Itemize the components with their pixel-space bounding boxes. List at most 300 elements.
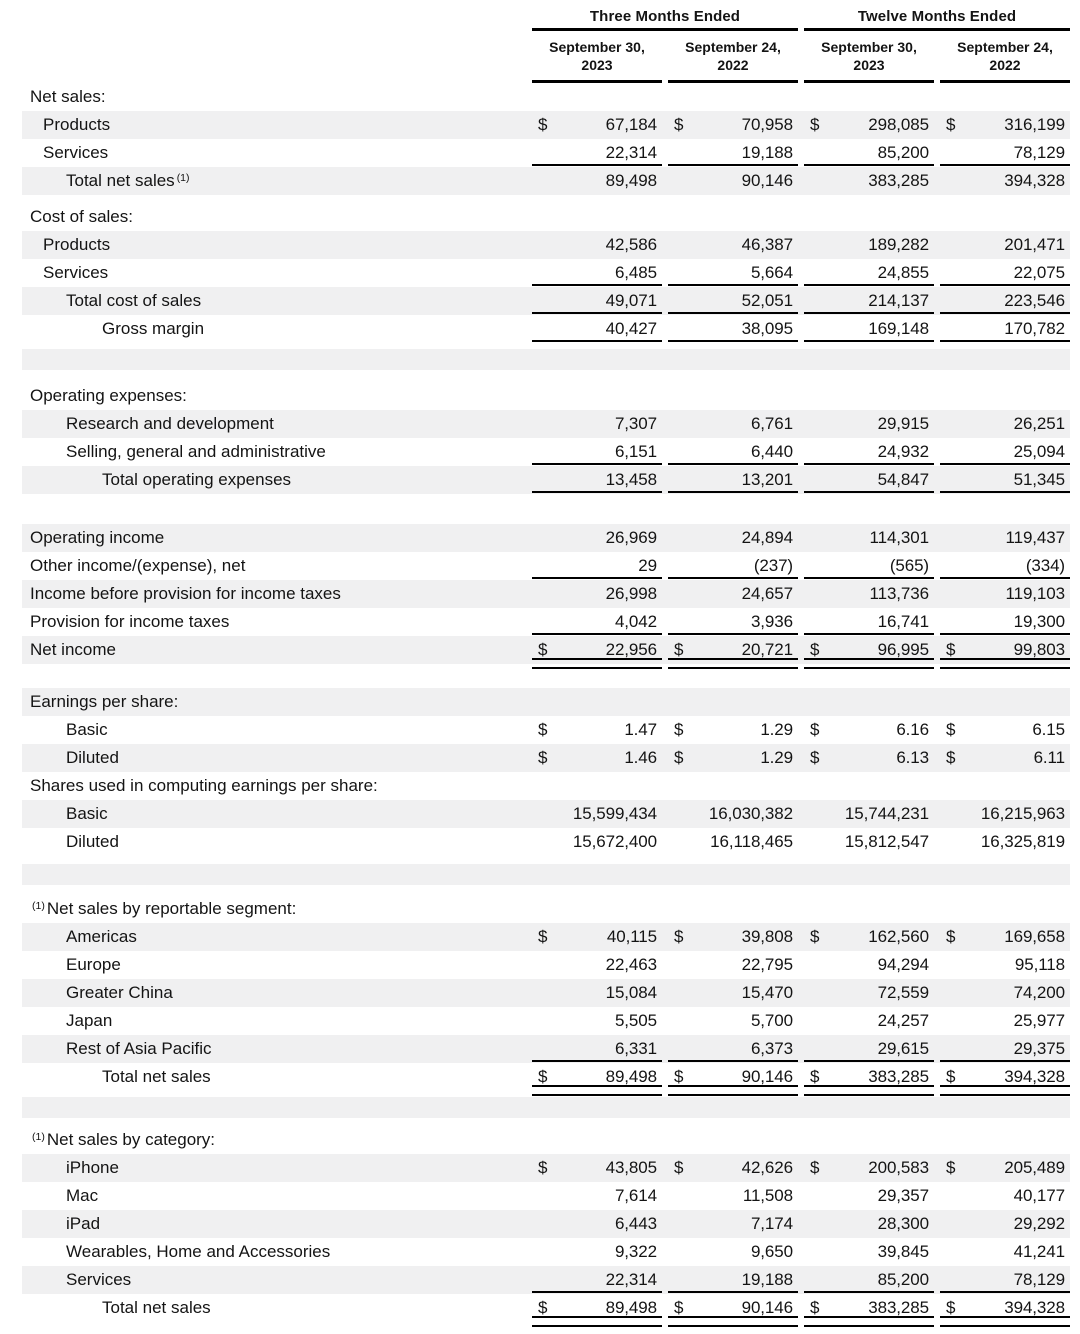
cell-value: 96,995: [877, 640, 929, 659]
cell-fy-2022: [940, 231, 1070, 259]
cell-fy-2023: [804, 1210, 934, 1238]
row-label: [22, 386, 526, 406]
cell-q-2022: [668, 83, 798, 111]
row-label: [22, 1158, 526, 1178]
dollar-sign: $: [946, 1158, 956, 1177]
row-label: [22, 832, 526, 852]
cell-fy-2022: [940, 772, 1070, 800]
cell-q-2022: [668, 524, 798, 552]
cell-q-2022: [668, 438, 798, 466]
column-header-fy-2022: [940, 38, 1070, 83]
cell-value: 29,615: [877, 1039, 929, 1058]
cell-value: 24,855: [877, 263, 929, 282]
row-label: [22, 1011, 526, 1031]
cell-fy-2023: [804, 83, 934, 111]
cell-value: 41,241: [1013, 1242, 1065, 1261]
cell-value: 19,188: [741, 1270, 793, 1289]
cell-q-2022: [668, 1154, 798, 1182]
cell-value: 7,174: [750, 1214, 793, 1233]
cell-value: 316,199: [1004, 115, 1065, 134]
cell-value: 1.47: [624, 720, 657, 739]
cell-fy-2023: [804, 139, 934, 167]
cell-fy-2023: [804, 1266, 934, 1294]
cell-value: 3,936: [750, 612, 793, 631]
cell-q-2022: [668, 608, 798, 636]
cell-value: 6,151: [614, 442, 657, 461]
table-row: [22, 688, 1070, 716]
cell-fy-2022: [940, 111, 1070, 139]
cell-fy-2022: [940, 203, 1070, 231]
cell-value: 214,137: [868, 291, 929, 310]
cell-q-2022: [668, 552, 798, 580]
row-label-text: Products: [43, 115, 111, 134]
row-label: [22, 1214, 526, 1234]
cell-value: (334): [1025, 556, 1065, 575]
cell-value: 15,672,400: [572, 832, 657, 851]
row-label: [22, 1298, 526, 1318]
cell-q-2022: [668, 1182, 798, 1210]
cell-q-2023: [532, 688, 662, 716]
cell-fy-2023: [804, 688, 934, 716]
dollar-sign: $: [674, 720, 684, 739]
cell-q-2023: [532, 895, 662, 923]
table-row: [22, 923, 1070, 951]
cell-fy-2022: [940, 580, 1070, 608]
cell-fy-2023: [804, 315, 934, 343]
cell-fy-2022: [940, 1063, 1070, 1091]
dollar-sign: $: [538, 1158, 548, 1177]
row-label-text: Selling, general and administrative: [66, 442, 326, 461]
row-label-text: Net sales:: [30, 87, 106, 106]
row-label-text: Greater China: [66, 983, 173, 1002]
cell-q-2023: [532, 951, 662, 979]
cell-value: 16,030,382: [708, 804, 793, 823]
cell-value: 7,614: [614, 1186, 657, 1205]
row-label: [22, 528, 526, 548]
table-row: [22, 1035, 1070, 1063]
row-label: [22, 87, 526, 107]
cell-fy-2022: [940, 828, 1070, 856]
dollar-sign: $: [946, 640, 956, 659]
row-label: [22, 1039, 526, 1059]
table-row: [22, 1007, 1070, 1035]
cell-value: 4,042: [614, 612, 657, 631]
row-label-text: Other income/(expense), net: [30, 556, 246, 575]
cell-value: 26,969: [605, 528, 657, 547]
cell-value: 6,331: [614, 1039, 657, 1058]
cell-q-2023: [532, 979, 662, 1007]
dollar-sign: $: [538, 1298, 548, 1317]
table-row: [22, 111, 1070, 139]
row-label: [22, 143, 526, 163]
cell-fy-2023: [804, 772, 934, 800]
table-row: [22, 744, 1070, 772]
cell-q-2023: [532, 139, 662, 167]
cell-q-2023: [532, 287, 662, 315]
dollar-sign: $: [810, 1158, 820, 1177]
cell-value: 6,443: [614, 1214, 657, 1233]
row-label: [22, 291, 526, 311]
cell-value: 6.16: [896, 720, 929, 739]
table-row: [22, 1154, 1070, 1182]
cell-fy-2023: [804, 1182, 934, 1210]
cell-value: 19,300: [1013, 612, 1065, 631]
cell-value: 22,795: [741, 955, 793, 974]
column-header-line1: September 24,: [685, 39, 781, 55]
cell-fy-2022: [940, 800, 1070, 828]
cell-value: 15,812,547: [844, 832, 929, 851]
cell-value: 39,845: [877, 1242, 929, 1261]
row-label-text: Gross margin: [102, 319, 205, 338]
dollar-sign: $: [810, 748, 820, 767]
cell-q-2023: [532, 1210, 662, 1238]
cell-value: 223,546: [1004, 291, 1065, 310]
table-row: [22, 139, 1070, 167]
row-label: [22, 263, 526, 283]
row-label: [22, 748, 526, 768]
column-header-q-2022: [668, 38, 798, 83]
cell-q-2023: [532, 410, 662, 438]
row-label-text: Mac: [66, 1186, 99, 1205]
cell-q-2022: [668, 1266, 798, 1294]
cell-q-2023: [532, 1007, 662, 1035]
column-header-line2: 2022: [989, 57, 1021, 73]
cell-value: 89,498: [605, 171, 657, 190]
cell-value: 85,200: [877, 1270, 929, 1289]
cell-value: 22,075: [1013, 263, 1065, 282]
row-label: [22, 319, 526, 339]
cell-q-2022: [668, 828, 798, 856]
table-row: [22, 1210, 1070, 1238]
table-row: [22, 636, 1070, 664]
cell-q-2023: [532, 552, 662, 580]
dollar-sign: $: [810, 115, 820, 134]
row-label-text: Basic: [66, 720, 108, 739]
cell-value: 26,251: [1013, 414, 1065, 433]
row-label-text: iPhone: [66, 1158, 119, 1177]
row-label-text: Services: [66, 1270, 132, 1289]
cell-value: 9,322: [614, 1242, 657, 1261]
cell-value: 189,282: [868, 235, 929, 254]
dollar-sign: $: [810, 1067, 820, 1086]
table-row: [22, 1182, 1070, 1210]
column-header-line1: September 30,: [821, 39, 917, 55]
dollar-sign: $: [674, 927, 684, 946]
table-row: [22, 772, 1070, 800]
table-row: [22, 438, 1070, 466]
cell-fy-2023: [804, 1294, 934, 1322]
cell-fy-2023: [804, 1126, 934, 1154]
cell-value: 6.15: [1032, 720, 1065, 739]
row-label-text: Rest of Asia Pacific: [66, 1039, 212, 1058]
row-label-text: Basic: [66, 804, 108, 823]
cell-fy-2023: [804, 800, 934, 828]
cell-fy-2022: [940, 1007, 1070, 1035]
row-label-text: Services: [43, 143, 109, 162]
cell-fy-2023: [804, 580, 934, 608]
row-label: [22, 692, 526, 712]
cell-value: 5,700: [750, 1011, 793, 1030]
row-label: [22, 640, 526, 660]
cell-value: 26,998: [605, 584, 657, 603]
cell-value: 29,915: [877, 414, 929, 433]
cell-q-2022: [668, 744, 798, 772]
cell-value: 52,051: [741, 291, 793, 310]
cell-value: 90,146: [741, 1067, 793, 1086]
cell-value: 1.29: [760, 720, 793, 739]
cell-q-2023: [532, 382, 662, 410]
cell-value: 42,586: [605, 235, 657, 254]
dollar-sign: $: [538, 748, 548, 767]
cell-q-2023: [532, 259, 662, 287]
cell-q-2022: [668, 923, 798, 951]
cell-value: 6,761: [750, 414, 793, 433]
spacer-row: [22, 494, 1070, 524]
column-header-line1: September 24,: [957, 39, 1053, 55]
dollar-sign: $: [674, 1067, 684, 1086]
cell-fy-2023: [804, 382, 934, 410]
spacer-row: [22, 856, 1070, 864]
cell-fy-2023: [804, 895, 934, 923]
cell-value: 40,177: [1013, 1186, 1065, 1205]
dollar-sign: $: [946, 748, 956, 767]
cell-value: 24,257: [877, 1011, 929, 1030]
cell-value: 20,721: [741, 640, 793, 659]
cell-value: 15,084: [605, 983, 657, 1002]
cell-value: 15,599,434: [572, 804, 657, 823]
cell-fy-2023: [804, 203, 934, 231]
row-label-text: Earnings per share:: [30, 692, 179, 711]
cell-value: 13,201: [741, 470, 793, 489]
header-label-spacer: [22, 38, 526, 83]
cell-fy-2022: [940, 259, 1070, 287]
cell-value: 16,325,819: [980, 832, 1065, 851]
cell-q-2023: [532, 923, 662, 951]
cell-fy-2023: [804, 1035, 934, 1063]
cell-value: 70,958: [741, 115, 793, 134]
table-header: [22, 8, 1070, 83]
table-row: [22, 524, 1070, 552]
dollar-sign: $: [538, 1067, 548, 1086]
cell-value: 89,498: [605, 1298, 657, 1317]
cell-value: 1.46: [624, 748, 657, 767]
cell-value: 54,847: [877, 470, 929, 489]
row-label-text: Net income: [30, 640, 116, 659]
dollar-sign: $: [946, 927, 956, 946]
footnote-marker-before: (1): [32, 900, 45, 912]
table-row: [22, 552, 1070, 580]
cell-fy-2023: [804, 951, 934, 979]
cell-value: 22,314: [605, 1270, 657, 1289]
dollar-sign: $: [946, 720, 956, 739]
cell-q-2023: [532, 466, 662, 494]
table-row: [22, 828, 1070, 856]
row-label-text: Cost of sales:: [30, 207, 133, 226]
table-row: [22, 1238, 1070, 1266]
cell-value: 28,300: [877, 1214, 929, 1233]
cell-fy-2023: [804, 923, 934, 951]
cell-fy-2022: [940, 608, 1070, 636]
row-label-text: Diluted: [66, 748, 119, 767]
cell-q-2023: [532, 800, 662, 828]
cell-q-2022: [668, 772, 798, 800]
cell-value: 119,437: [1005, 528, 1065, 547]
row-label-text: Provision for income taxes: [30, 612, 230, 631]
cell-value: 394,328: [1004, 1067, 1065, 1086]
cell-value: 67,184: [605, 115, 657, 134]
row-label: [22, 1067, 526, 1087]
cell-value: 40,115: [606, 927, 657, 946]
row-label-text: Products: [43, 235, 111, 254]
cell-q-2023: [532, 1238, 662, 1266]
dollar-sign: $: [946, 115, 956, 134]
spacer-row: [22, 1118, 1070, 1126]
cell-fy-2023: [804, 552, 934, 580]
table-row: [22, 979, 1070, 1007]
cell-value: 394,328: [1004, 171, 1065, 190]
cell-q-2022: [668, 1294, 798, 1322]
row-label-text: Total cost of sales: [66, 291, 202, 310]
row-label: [22, 470, 526, 490]
period-group-row: [22, 8, 1070, 31]
cell-fy-2023: [804, 438, 934, 466]
cell-value: 40,427: [605, 319, 657, 338]
spacer-row: [22, 885, 1070, 895]
cell-value: 25,977: [1013, 1011, 1065, 1030]
row-label: [22, 1130, 526, 1150]
dollar-sign: $: [946, 1298, 956, 1317]
table-row: [22, 951, 1070, 979]
cell-fy-2022: [940, 951, 1070, 979]
column-header-line2: 2023: [853, 57, 885, 73]
cell-value: 6,373: [750, 1039, 793, 1058]
row-label-text: Total net sales: [102, 1067, 211, 1086]
cell-q-2023: [532, 580, 662, 608]
cell-value: 29,375: [1013, 1039, 1065, 1058]
cell-q-2023: [532, 167, 662, 195]
cell-fy-2023: [804, 828, 934, 856]
row-label: [22, 207, 526, 227]
dollar-sign: $: [810, 1298, 820, 1317]
cell-fy-2022: [940, 315, 1070, 343]
dollar-sign: $: [674, 640, 684, 659]
table-row: [22, 382, 1070, 410]
row-label-text: iPad: [66, 1214, 101, 1233]
cell-q-2022: [668, 259, 798, 287]
cell-q-2023: [532, 608, 662, 636]
empty-shaded-row: [22, 349, 1070, 370]
column-header-line1: September 30,: [549, 39, 645, 55]
dollar-sign: $: [538, 720, 548, 739]
row-label-text: Services: [43, 263, 109, 282]
row-label: [22, 556, 526, 576]
cell-q-2022: [668, 800, 798, 828]
row-label-text: Operating income: [30, 528, 165, 547]
column-header-fy-2023: [804, 38, 934, 83]
header-label-spacer: [22, 8, 526, 31]
cell-fy-2022: [940, 524, 1070, 552]
cell-q-2022: [668, 167, 798, 195]
cell-q-2022: [668, 410, 798, 438]
cell-value: 13,458: [605, 470, 657, 489]
row-label-text: Shares used in computing earnings per share:: [30, 776, 378, 795]
cell-q-2023: [532, 636, 662, 664]
cell-value: (237): [753, 556, 793, 575]
column-header-line2: 2022: [717, 57, 749, 73]
table-row: [22, 1266, 1070, 1294]
cell-value: 85,200: [877, 143, 929, 162]
cell-fy-2023: [804, 636, 934, 664]
row-label: [22, 442, 526, 462]
cell-value: 16,741: [877, 612, 929, 631]
row-label: [22, 171, 526, 191]
cell-fy-2022: [940, 923, 1070, 951]
row-label-text: Europe: [66, 955, 121, 974]
col-group-twelve-months: Twelve Months Ended: [804, 8, 1070, 31]
row-label: [22, 235, 526, 255]
table-row: [22, 800, 1070, 828]
cell-value: 383,285: [868, 1298, 929, 1317]
cell-value: 19,188: [741, 143, 793, 162]
cell-fy-2022: [940, 83, 1070, 111]
cell-fy-2023: [804, 716, 934, 744]
row-label-text: Research and development: [66, 414, 274, 433]
cell-value: 95,118: [1014, 955, 1065, 974]
cell-q-2022: [668, 315, 798, 343]
cell-fy-2022: [940, 716, 1070, 744]
cell-value: 15,470: [741, 983, 793, 1002]
cell-q-2023: [532, 1126, 662, 1154]
row-label-text: Net sales by category:: [46, 1130, 216, 1149]
row-label-text: Total operating expenses: [102, 470, 292, 489]
cell-value: 25,094: [1013, 442, 1065, 461]
footnote-marker-before: (1): [32, 1131, 45, 1143]
row-label: [22, 776, 526, 796]
cell-value: 114,301: [869, 528, 929, 547]
cell-value: 6,440: [750, 442, 793, 461]
cell-q-2023: [532, 716, 662, 744]
dollar-sign: $: [674, 1298, 684, 1317]
dollar-sign: $: [538, 640, 548, 659]
cell-q-2023: [532, 1063, 662, 1091]
col-group-three-months: Three Months Ended: [532, 8, 798, 31]
cell-value: 200,583: [868, 1158, 929, 1177]
row-label: [22, 955, 526, 975]
row-label: [22, 899, 526, 919]
cell-fy-2023: [804, 259, 934, 287]
cell-q-2023: [532, 231, 662, 259]
cell-fy-2023: [804, 410, 934, 438]
table-row: [22, 315, 1070, 343]
row-label-text: Operating expenses:: [30, 386, 187, 405]
dollar-sign: $: [810, 640, 820, 659]
cell-q-2022: [668, 636, 798, 664]
cell-q-2023: [532, 111, 662, 139]
row-label-text: Wearables, Home and Accessories: [66, 1242, 331, 1261]
cell-value: 5,664: [750, 263, 793, 282]
cell-value: 201,471: [1004, 235, 1065, 254]
dollar-sign: $: [538, 115, 548, 134]
cell-q-2022: [668, 382, 798, 410]
cell-value: 170,782: [1004, 319, 1065, 338]
cell-value: 15,744,231: [844, 804, 929, 823]
cell-q-2022: [668, 111, 798, 139]
cell-q-2022: [668, 716, 798, 744]
cell-value: 298,085: [868, 115, 929, 134]
cell-fy-2022: [940, 382, 1070, 410]
cell-fy-2022: [940, 895, 1070, 923]
cell-value: 29: [638, 556, 657, 575]
